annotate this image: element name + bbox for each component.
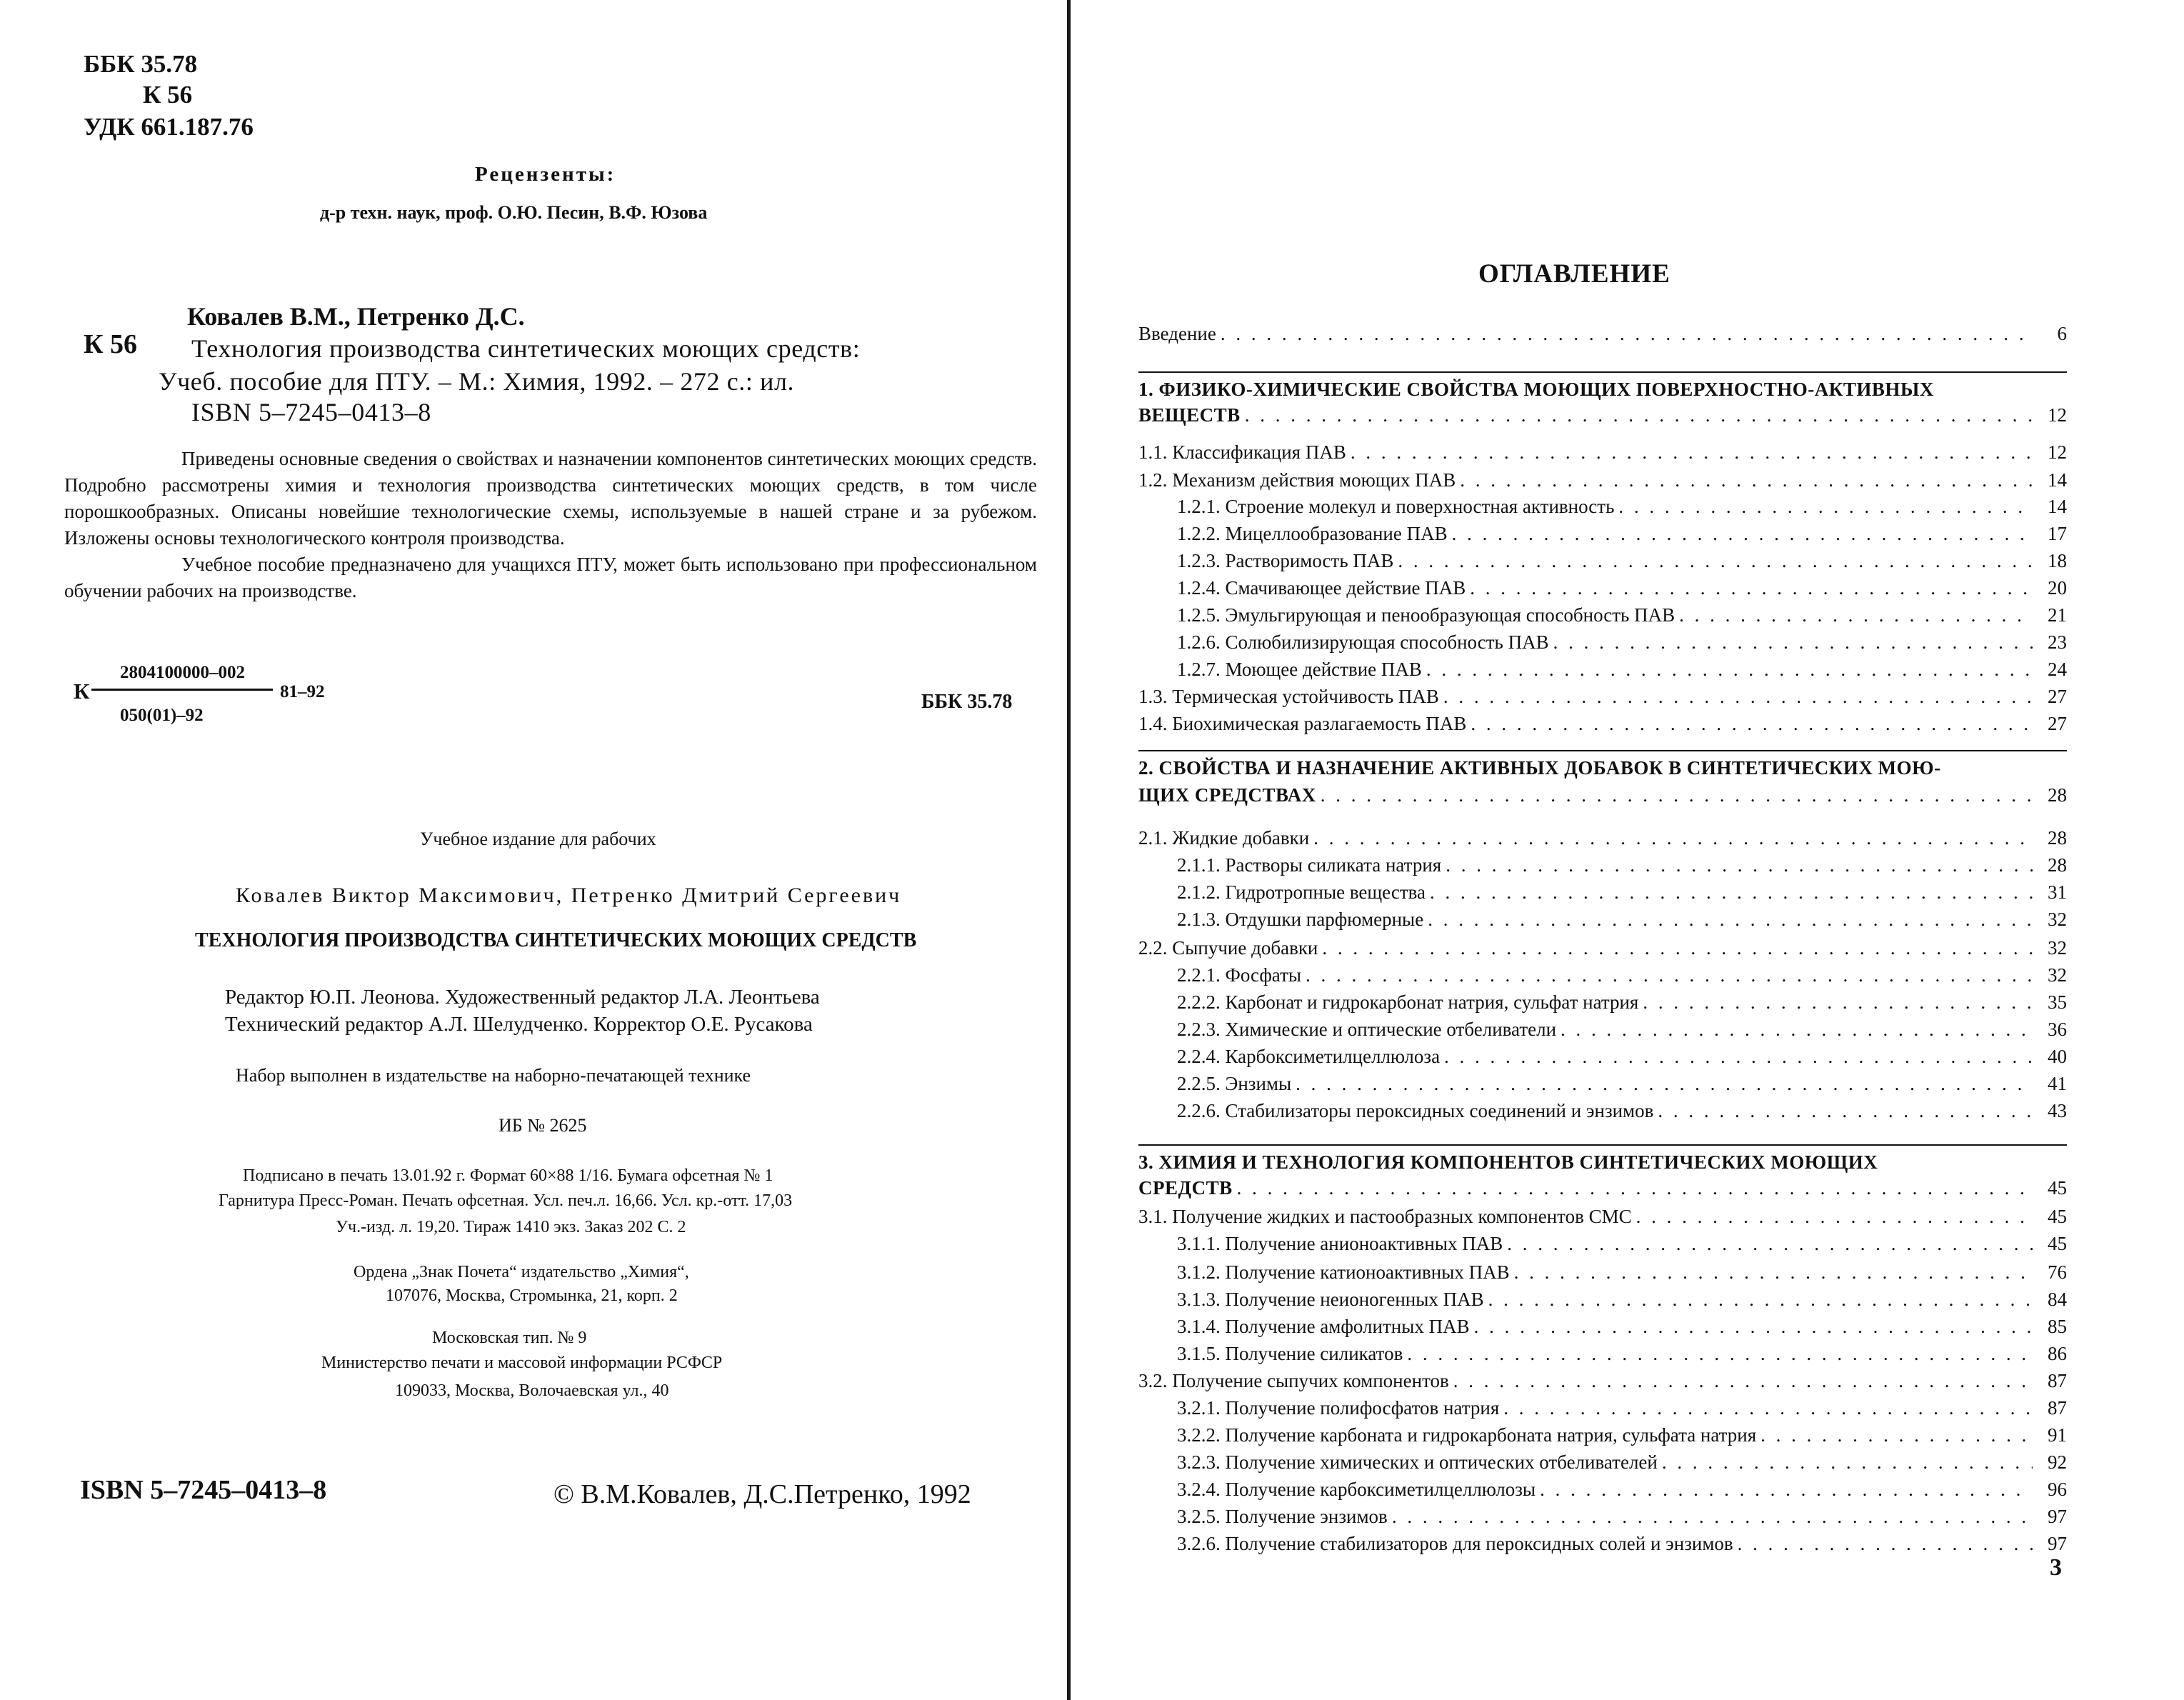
toc-entry-label: 3.2.4. Получение карбоксиметилцеллюлозы	[1177, 1479, 1536, 1500]
toc-leader-dots	[1392, 1506, 2033, 1528]
toc-entry-page: 14	[2048, 496, 2067, 517]
toc-entry-label: 3.1.4. Получение амфолитных ПАВ	[1177, 1316, 1470, 1337]
print-line2: Гарнитура Пресс-Роман. Печать офсетная. Усл. печ.л. 16,66. Усл. кр.-отт. 17,03	[219, 1191, 793, 1210]
toc-entry-page: 45	[2048, 1233, 2067, 1254]
typography-line1: Московская тип. № 9	[432, 1329, 587, 1347]
toc-entry-page: 91	[2048, 1424, 2067, 1446]
toc-entry-page: 21	[2048, 604, 2067, 626]
toc-leader-dots	[1453, 1370, 2033, 1392]
toc-entry[interactable]	[1138, 713, 2067, 739]
toc-leader-dots	[1507, 1233, 2033, 1255]
toc-entry-page: 27	[2048, 713, 2067, 734]
toc-leader-dots	[1443, 686, 2033, 708]
toc-entry[interactable]	[1138, 784, 2067, 810]
toc-leader-dots	[1444, 1046, 2033, 1068]
toc-leader-dots	[1514, 1261, 2033, 1284]
toc-leader-dots	[1679, 604, 2033, 626]
toc-entry-page: 32	[2048, 937, 2067, 959]
toc-entry[interactable]	[1138, 323, 2067, 349]
toc-entry[interactable]	[1138, 469, 2067, 495]
bib-k56: К 56	[84, 329, 138, 359]
reviewers-line: д-р техн. наук, проф. О.Ю. Песин, В.Ф. Юзова	[320, 202, 708, 223]
toc-entry[interactable]	[1177, 1397, 2067, 1423]
toc-entry[interactable]	[1138, 686, 2067, 711]
toc-entry-page: 32	[2048, 909, 2067, 930]
toc-entry-page: 12	[2048, 441, 2067, 463]
formula-numerator: 2804100000–002	[120, 663, 245, 682]
page-divider	[1067, 0, 1071, 1700]
ib-number: ИБ № 2625	[499, 1115, 587, 1136]
formula-bbk: ББК 35.78	[921, 691, 1013, 713]
toc-entry-label: Введение	[1138, 323, 1216, 344]
toc-entry-label: 3.1.2. Получение катионоактивных ПАВ	[1177, 1261, 1510, 1283]
toc-leader-dots	[1446, 854, 2033, 876]
toc-entry[interactable]	[1177, 1506, 2067, 1531]
toc-leader-dots	[1643, 991, 2033, 1014]
bib-title-line2: Учеб. пособие для ПТУ. – М.: Химия, 1992. – 272 с.: ил.	[159, 367, 795, 396]
bib-authors: Ковалев В.М., Петренко Д.С.	[187, 302, 525, 331]
toc-entry-page: 17	[2048, 523, 2067, 544]
toc-leader-dots	[1488, 1289, 2033, 1311]
abstract-p1: Приведены основные сведения о свойствах и назначении компонентов синтетических моющих средств. Подробно рассмотрены химия и технология производства синтетических моющих средств, в том числе порошкообразных. Описаны новейшие технологические схемы, используемые в нашей стране и за рубежом. Изложены основы технологического контроля производства.	[64, 448, 1037, 549]
toc-entry-label: 3.1.5. Получение силикатов	[1177, 1343, 1403, 1364]
toc-entry-label: СРЕДСТВ	[1138, 1177, 1233, 1199]
toc-entry[interactable]	[1177, 964, 2067, 990]
toc-leader-dots	[1540, 1479, 2033, 1501]
toc-leader-dots	[1760, 1424, 2033, 1446]
toc-entry-page: 20	[2048, 577, 2067, 599]
toc-entry-page: 41	[2048, 1073, 2067, 1094]
toc-leader-dots	[1245, 404, 2033, 426]
toc-leader-dots	[1428, 909, 2033, 931]
toc-entry-label: 2.2.4. Карбоксиметилцеллюлоза	[1177, 1046, 1441, 1067]
toc-leader-dots	[1553, 631, 2033, 654]
toc-entry[interactable]	[1177, 550, 2067, 576]
toc-entry-label: 2.2.5. Энзимы	[1177, 1073, 1292, 1094]
toc-entry-page: 84	[2048, 1289, 2067, 1310]
publisher-line2: 107076, Москва, Стромынка, 21, корп. 2	[386, 1286, 678, 1305]
abstract-p2: Учебное пособие предназначено для учащихся ПТУ, может быть использовано при профессиональном обучении рабочих на производстве.	[64, 554, 1037, 601]
toc-entry-label: 1.1. Классификация ПАВ	[1138, 441, 1346, 463]
toc-entry-label: 2.2.6. Стабилизаторы пероксидных соединений и энзимов	[1177, 1100, 1654, 1121]
formula-denominator: 050(01)–92	[120, 706, 204, 725]
toc-entry-label: ВЕЩЕСТВ	[1138, 404, 1241, 426]
toc-entry[interactable]	[1138, 1206, 2067, 1231]
typeset-note: Набор выполнен в издательстве на наборно-печатающей технике	[236, 1065, 751, 1086]
print-line1: Подписано в печать 13.01.92 г. Формат 60×88 1/16. Бумага офсетная № 1	[243, 1166, 773, 1185]
toc-entry-page: 36	[2048, 1019, 2067, 1040]
toc-entry-label: 2.2.3. Химические и оптические отбеливатели	[1177, 1019, 1557, 1040]
toc-separator	[1138, 371, 2067, 373]
toc-entry-page: 96	[2048, 1479, 2067, 1500]
imprint-title: ТЕХНОЛОГИЯ ПРОИЗВОДСТВА СИНТЕТИЧЕСКИХ МОЮЩИХ СРЕДСТВ	[195, 929, 917, 951]
toc-leader-dots	[1306, 964, 2033, 986]
toc-entry[interactable]	[1177, 1233, 2067, 1259]
toc-leader-dots	[1221, 323, 2033, 345]
toc-entry-label: 3.1. Получение жидких и пастообразных компонентов СМС	[1138, 1206, 1632, 1227]
toc-entry-page: 24	[2048, 659, 2067, 680]
toc-entry[interactable]	[1138, 937, 2067, 963]
toc-entry-label: 2.1.1. Растворы силиката натрия	[1177, 854, 1442, 876]
toc-entry-label: 3.2. Получение сыпучих компонентов	[1138, 1370, 1449, 1391]
toc-entry[interactable]	[1177, 577, 2067, 603]
toc-entry[interactable]	[1177, 881, 2067, 907]
toc-entry[interactable]	[1177, 1316, 2067, 1341]
toc-entry-label: 3.2.1. Получение полифосфатов натрия	[1177, 1397, 1500, 1419]
author-mark: К 56	[143, 81, 193, 109]
toc-entry[interactable]	[1138, 404, 2067, 430]
toc-entry-label: 3.2.2. Получение карбоната и гидрокарбоната натрия, сульфата натрия	[1177, 1424, 1757, 1446]
toc-leader-dots	[1351, 441, 2033, 464]
formula-k: К	[74, 679, 90, 704]
toc-entry-page: 87	[2048, 1397, 2067, 1419]
toc-entry-page: 28	[2048, 784, 2067, 806]
toc-entry[interactable]	[1177, 991, 2067, 1017]
toc-leader-dots	[1398, 550, 2033, 572]
toc-entry-page: 6	[2057, 323, 2067, 344]
toc-leader-dots	[1426, 659, 2033, 681]
toc-entry-page: 28	[2048, 827, 2067, 849]
toc-entry-label: 3.2.3. Получение химических и оптических отбеливателей	[1177, 1451, 1658, 1473]
toc-leader-dots	[1407, 1343, 2033, 1365]
toc-entry[interactable]	[1138, 1370, 2067, 1396]
typography-line3: 109033, Москва, Волочаевская ул., 40	[395, 1381, 669, 1400]
toc-entry-label: 3.1.1. Получение анионоактивных ПАВ	[1177, 1233, 1503, 1254]
toc-entry-page: 45	[2048, 1177, 2067, 1199]
toc-entry-label: 2.2.2. Карбонат и гидрокарбонат натрия, сульфат натрия	[1177, 991, 1639, 1013]
toc-entry-page: 87	[2048, 1370, 2067, 1391]
bib-title-line1: Технология производства синтетических моющих средств:	[191, 334, 861, 363]
toc-entry-label: 1.2.2. Мицеллообразование ПАВ	[1177, 523, 1448, 544]
toc-leader-dots	[1618, 496, 2033, 518]
toc-leader-dots	[1503, 1397, 2033, 1419]
bbk-code: ББК 35.78	[84, 50, 198, 78]
toc-entry[interactable]	[1177, 631, 2067, 657]
toc-entry-page: 18	[2048, 550, 2067, 571]
toc-entry-label: 3.2.6. Получение стабилизаторов для пероксидных солей и энзимов	[1177, 1533, 1733, 1554]
toc-separator	[1138, 750, 2067, 751]
toc-entry-label: 2.1. Жидкие добавки	[1138, 827, 1310, 849]
formula-suffix: 81–92	[280, 682, 325, 701]
toc-entry[interactable]	[1177, 1343, 2067, 1369]
editors-line1: Редактор Ю.П. Леонова. Художественный редактор Л.А. Леонтьева	[225, 986, 820, 1009]
toc-entry-label: 2.1.3. Отдушки парфюмерные	[1177, 909, 1424, 930]
toc-entry-label: 1.2.4. Смачивающее действие ПАВ	[1177, 577, 1466, 599]
toc-entry-page: 12	[2048, 404, 2067, 426]
toc-section-heading: 2. СВОЙСТВА И НАЗНАЧЕНИЕ АКТИВНЫХ ДОБАВОК В СИНТЕТИЧЕСКИХ МОЮ-	[1138, 757, 1941, 779]
print-line3: Уч.-изд. л. 19,20. Тираж 1410 экз. Заказ 202 С. 2	[336, 1218, 686, 1236]
toc-entry[interactable]	[1177, 1451, 2067, 1477]
toc-entry-label: 1.2. Механизм действия моющих ПАВ	[1138, 469, 1456, 491]
toc-entry-label: 1.2.6. Солюбилизирующая способность ПАВ	[1177, 631, 1549, 653]
toc-entry-label: 1.4. Биохимическая разлагаемость ПАВ	[1138, 713, 1467, 734]
toc-entry-page: 14	[2048, 469, 2067, 491]
typography-line2: Министерство печати и массовой информации РСФСР	[321, 1354, 723, 1372]
toc-leader-dots	[1471, 713, 2033, 735]
toc-entry-label: 2.2. Сыпучие добавки	[1138, 937, 1318, 959]
toc-entry[interactable]	[1177, 1019, 2067, 1044]
toc-entry-page: 23	[2048, 631, 2067, 653]
toc-entry[interactable]	[1177, 854, 2067, 880]
toc-entry[interactable]	[1177, 523, 2067, 549]
toc-entry[interactable]	[1177, 1533, 2067, 1559]
toc-entry-page: 32	[2048, 964, 2067, 986]
toc-entry[interactable]	[1138, 827, 2067, 853]
toc-entry-label: 3.2.5. Получение энзимов	[1177, 1506, 1388, 1527]
toc-leader-dots	[1237, 1177, 2033, 1199]
toc-entry[interactable]	[1177, 496, 2067, 521]
toc-entry-label: 1.2.5. Эмульгирующая и пенообразующая способность ПАВ	[1177, 604, 1675, 626]
toc-section-heading: 1. ФИЗИКО-ХИМИЧЕСКИЕ СВОЙСТВА МОЮЩИХ ПОВЕРХНОСТНО-АКТИВНЫХ	[1138, 379, 1934, 400]
toc-entry[interactable]	[1138, 1177, 2067, 1203]
toc-entry-page: 97	[2048, 1506, 2067, 1527]
toc-section-heading: 3. ХИМИЯ И ТЕХНОЛОГИЯ КОМПОНЕНТОВ СИНТЕТИЧЕСКИХ МОЮЩИХ	[1138, 1151, 1878, 1173]
toc-entry[interactable]	[1138, 441, 2067, 467]
toc-entry-page: 31	[2048, 881, 2067, 903]
toc-leader-dots	[1636, 1206, 2033, 1228]
toc-entry-page: 43	[2048, 1100, 2067, 1121]
toc-entry-page: 86	[2048, 1343, 2067, 1364]
bib-isbn: ISBN 5–7245–0413–8	[191, 398, 431, 426]
toc-entry-page: 92	[2048, 1451, 2067, 1473]
toc-entry[interactable]	[1177, 1100, 2067, 1126]
toc-entry-page: 27	[2048, 686, 2067, 707]
formula-bar	[91, 689, 273, 691]
toc-entry[interactable]	[1177, 604, 2067, 630]
toc-leader-dots	[1662, 1451, 2033, 1474]
editors-line2: Технический редактор А.Л. Шелудченко. Корректор О.Е. Русакова	[225, 1013, 813, 1036]
reviewers-title: Рецензенты:	[475, 163, 616, 186]
toc-leader-dots	[1658, 1100, 2033, 1122]
toc-entry[interactable]	[1177, 1073, 2067, 1099]
toc-separator	[1138, 1144, 2067, 1146]
toc-entry-label: 1.2.3. Растворимость ПАВ	[1177, 550, 1394, 571]
toc-entry[interactable]	[1177, 1424, 2067, 1450]
edition-type: Учебное издание для рабочих	[420, 829, 656, 849]
copyright: © В.М.Ковалев, Д.С.Петренко, 1992	[553, 1479, 971, 1509]
toc-leader-dots	[1452, 523, 2033, 545]
toc-leader-dots	[1474, 1316, 2033, 1338]
page-number: 3	[2050, 1554, 2062, 1581]
toc-entry-label: 1.2.7. Моющее действие ПАВ	[1177, 659, 1422, 680]
toc-leader-dots	[1470, 577, 2033, 599]
toc-entry-label: 3.1.3. Получение неионогенных ПАВ	[1177, 1289, 1484, 1310]
toc-leader-dots	[1561, 1019, 2033, 1041]
toc-entry-page: 97	[2048, 1533, 2067, 1554]
publisher-line1: Ордена „Знак Почета“ издательство „Химия“,	[354, 1263, 689, 1281]
authors-full: Ковалев Виктор Максимович, Петренко Дмитрий Сергеевич	[236, 884, 902, 907]
toc-leader-dots	[1322, 937, 2033, 959]
toc-leader-dots	[1296, 1073, 2033, 1095]
abstract	[64, 446, 1037, 604]
toc-leader-dots	[1738, 1533, 2033, 1555]
toc-entry[interactable]	[1177, 1261, 2067, 1287]
toc-entry[interactable]	[1177, 1479, 2067, 1504]
toc-entry-page: 40	[2048, 1046, 2067, 1067]
toc-leader-dots	[1313, 827, 2033, 849]
toc-leader-dots	[1430, 881, 2033, 904]
toc-entry-label: 2.2.1. Фосфаты	[1177, 964, 1302, 986]
bottom-isbn: ISBN 5–7245–0413–8	[80, 1475, 327, 1505]
toc-entry-label: 2.1.2. Гидротропные вещества	[1177, 881, 1426, 903]
toc-entry-page: 35	[2048, 991, 2067, 1013]
udk-code: УДК 661.187.76	[84, 113, 254, 141]
toc-entry-label: ЩИХ СРЕДСТВАХ	[1138, 784, 1316, 806]
toc-entry-page: 85	[2048, 1316, 2067, 1337]
toc-entry-page: 28	[2048, 854, 2067, 876]
toc-entry[interactable]	[1177, 1046, 2067, 1071]
toc-leader-dots	[1460, 469, 2033, 491]
toc-entry-page: 76	[2048, 1261, 2067, 1283]
toc-title: ОГЛАВЛЕНИЕ	[1478, 259, 1670, 289]
toc-entry[interactable]	[1177, 909, 2067, 934]
toc-entry[interactable]	[1177, 1289, 2067, 1314]
toc-entry-label: 1.3. Термическая устойчивость ПАВ	[1138, 686, 1439, 707]
toc-entry-label: 1.2.1. Строение молекул и поверхностная активность	[1177, 496, 1615, 517]
toc-leader-dots	[1321, 784, 2033, 806]
toc-entry[interactable]	[1177, 659, 2067, 684]
toc-entry-page: 45	[2048, 1206, 2067, 1227]
